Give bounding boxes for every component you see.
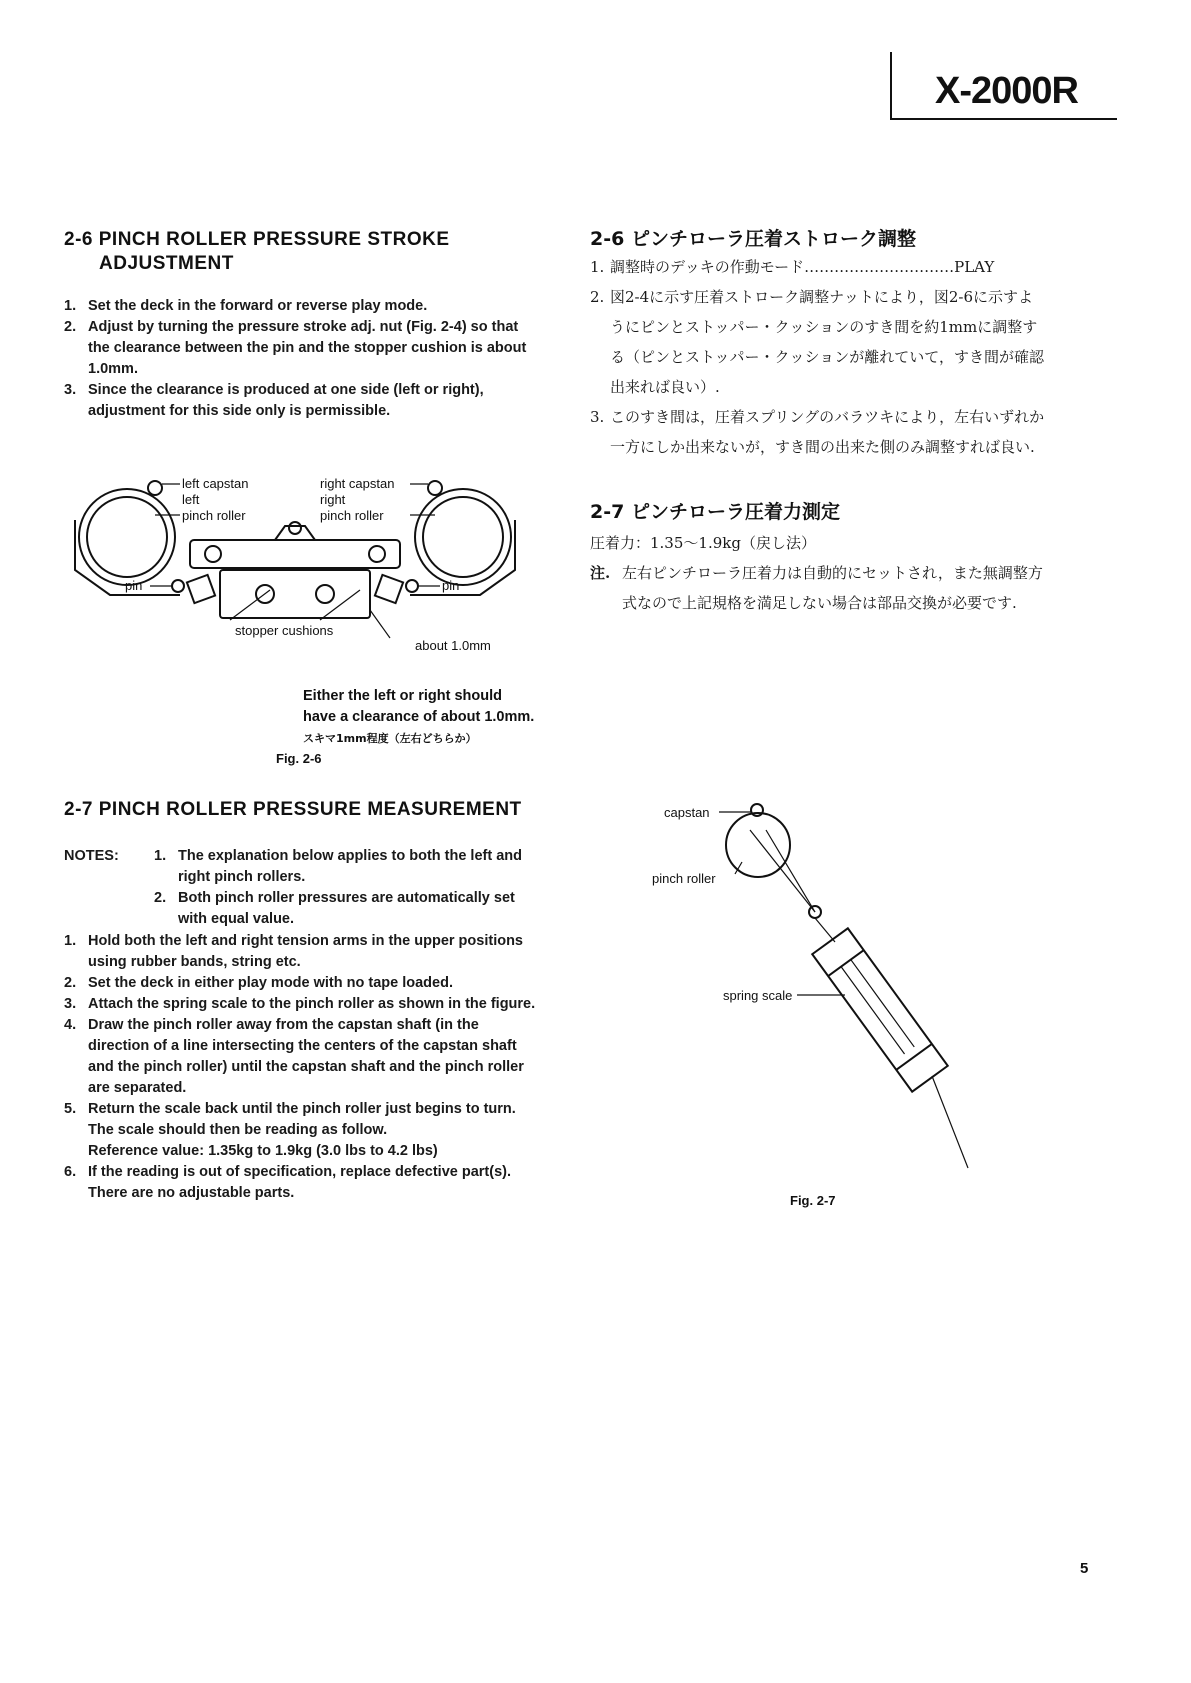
list-item-reference: Reference value: 1.35kg to 1.9kg (3.0 lbs to 4.2 lbs) <box>88 1143 438 1159</box>
list-item: 1. Set the deck in the forward or reverse play mode. <box>64 298 428 314</box>
section-2-6-jp-items <box>590 252 1045 462</box>
label-pinch-roller: pinch roller <box>652 871 716 886</box>
fig-2-6-caption <box>303 686 534 749</box>
label-stopper-cushions: stopper cushions <box>235 623 334 638</box>
notes-label: NOTES: <box>64 848 119 864</box>
list-item: 1. Hold both the left and right tension arms in the upper positions using rubber bands, string etc. <box>64 933 523 970</box>
value-line: 圧着力：1.35〜1.9kg（戻し法） <box>590 534 816 552</box>
fig-2-6-diagram <box>70 470 540 670</box>
label-pin-right: pin <box>442 578 460 593</box>
label-right-pinch-2: pinch roller <box>320 508 384 523</box>
label-about: about 1.0mm <box>415 638 491 653</box>
fig-2-6-label: Fig. 2-6 <box>276 751 322 766</box>
section-2-7-jp-body <box>590 528 1045 618</box>
label-right-capstan: right capstan <box>320 476 395 491</box>
label-spring-scale: spring scale <box>723 988 793 1003</box>
caption-line2: have a clearance of about 1.0mm. <box>303 709 535 725</box>
left-pinch-roller-shape <box>79 489 175 585</box>
list-item: 1. 調整時のデッキの作動モード…………………………PLAY <box>590 258 995 276</box>
list-item: 3. このすき間は，圧着スプリングのバラツキにより，左右いずれか一方にしか出来ないが，すき間の出来た側のみ調整すれば良い. <box>590 408 1045 456</box>
label-pin-left: pin <box>125 578 143 593</box>
list-item: 3. Since the clearance is produced at one side (left or right), adjustment for this side only is permissible. <box>64 382 484 419</box>
right-pinch-roller-shape <box>415 489 511 585</box>
section-2-6-title-line2: ADJUSTMENT <box>99 253 234 274</box>
label-capstan: capstan <box>664 805 710 820</box>
capstan-shape <box>751 804 763 816</box>
section-2-7-title: 2-7 PINCH ROLLER PRESSURE MEASUREMENT <box>64 799 522 820</box>
section-2-6-steps <box>64 296 539 422</box>
section-2-7-jp-title: 2-7 ピンチローラ圧着力測定 <box>590 501 840 523</box>
caption-line1: Either the left or right should <box>303 688 502 704</box>
list-item: 2. Set the deck in either play mode with no tape loaded. <box>64 975 453 991</box>
list-item: 5. Return the scale back until the pinch roller just begins to turn. The scale should then be reading as follow. <box>64 1101 516 1138</box>
label-left-pinch-1: left <box>182 492 200 507</box>
page-number: 5 <box>1080 1560 1089 1577</box>
notes-block <box>64 846 544 930</box>
section-2-7-notes <box>64 846 544 1204</box>
left-capstan-shape <box>148 481 162 495</box>
caption-jp: スキマ1mm程度（左右どちらか） <box>303 732 477 745</box>
note-item: 注. 左右ピンチローラ圧着力は自動的にセットされ，また無調整方式なので上記規格を満足しない場合は部品交換が必要です. <box>590 564 1043 612</box>
fig-2-7-diagram <box>650 800 980 1180</box>
fig-2-7-label: Fig. 2-7 <box>790 1193 836 1208</box>
section-2-6-jp-title: 2-6 ピンチローラ圧着ストローク調整 <box>590 228 916 250</box>
section-2-6-title <box>64 228 450 276</box>
list-item: 2. Adjust by turning the pressure stroke adj. nut (Fig. 2-4) so that the clearance between the pin and the stopper cushion is about 1.0mm. <box>64 319 527 377</box>
label-left-pinch-2: pinch roller <box>182 508 246 523</box>
list-item: 2. 図2-4に示す圧着ストローク調整ナットにより，図2-6に示すようにピンとストッパー・クッションのすき間を約1mmに調整する（ピンとストッパー・クッションが離れていて，すき間が確認出来れば良い）. <box>590 288 1044 396</box>
list-item: 3. Attach the spring scale to the pinch roller as shown in the figure. <box>64 996 536 1012</box>
right-capstan-shape <box>428 481 442 495</box>
list-item: 2. Both pinch roller pressures are automatically set with equal value. <box>154 890 515 927</box>
model-name: X-2000R <box>935 70 1078 112</box>
label-right-pinch-1: right <box>320 492 346 507</box>
label-left-capstan: left capstan <box>182 476 249 491</box>
list-item: 6. If the reading is out of specification, replace defective part(s). There are no adjustable parts. <box>64 1164 512 1201</box>
list-item: 1. The explanation below applies to both the left and right pinch rollers. <box>154 848 522 885</box>
list-item: 4. Draw the pinch roller away from the capstan shaft (in the direction of a line intersecting the centers of the capstan shaft and the pinch roller) until the capstan shaft and the pinch roller are separated. <box>64 1017 524 1096</box>
section-2-6-title-line1: 2-6 PINCH ROLLER PRESSURE STROKE <box>64 229 450 250</box>
